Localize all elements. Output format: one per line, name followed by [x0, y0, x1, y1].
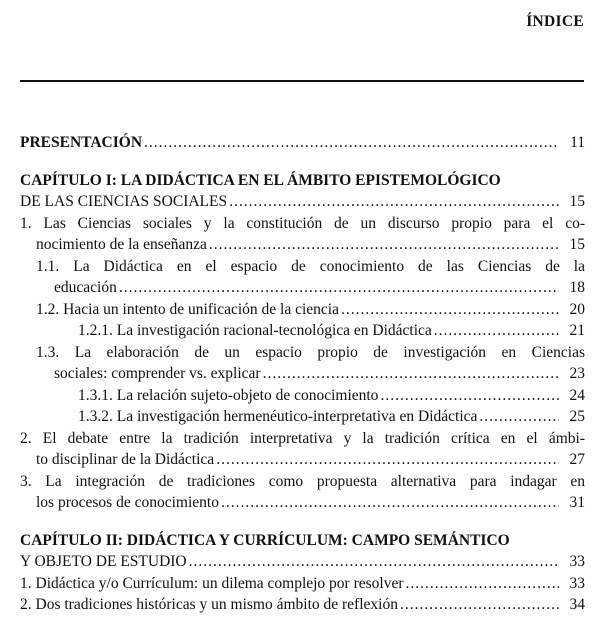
header-rule: [20, 80, 584, 82]
toc-entry-text: 1.3.2. La investigación hermenéutico-interpretativa en Didáctica: [78, 408, 478, 425]
toc-chapter-heading: CAPÍTULO II: DIDÁCTICA Y CURRÍCULUM: CAMPO SEMÁNTICO: [20, 531, 510, 549]
leader-dots: [216, 451, 559, 469]
toc-entry-text: 1. Las Ciencias sociales y la constitución de un discurso propio para el co-: [20, 214, 585, 232]
toc-entry-c2s1: [20, 575, 585, 597]
toc-entry-text: 1.1. La Didáctica en el espacio de conocimiento de las Ciencias de la: [36, 257, 585, 275]
leader-dots: [189, 553, 559, 571]
toc-page-number: 15: [569, 193, 585, 210]
toc-entry-text: to disciplinar de la Didáctica: [36, 451, 215, 468]
toc-entry-text: 1.3. La elaboración de un espacio propio de investigación en Ciencias: [36, 343, 585, 361]
toc-entry-text: 3. La integración de tradiciones como propuesta alternativa para indagar en: [20, 472, 585, 490]
toc-page-number: 23: [569, 365, 585, 382]
table-of-contents: [20, 134, 585, 618]
toc-entry-text: 2. Dos tradiciones históricas y un mismo ámbito de reflexión: [20, 596, 398, 613]
toc-page-number: 18: [569, 279, 585, 296]
leader-dots: [406, 575, 559, 593]
toc-page-number: 20: [569, 300, 585, 318]
toc-page-number: 27: [569, 451, 585, 468]
toc-entry-s12: [20, 301, 585, 323]
toc-page-number: 31: [569, 494, 585, 511]
toc-page-number: 15: [569, 236, 585, 253]
toc-entry-text: educación: [54, 279, 117, 296]
toc-entry-cap2: [20, 553, 585, 575]
toc-entry-text: 1.2. Hacia un intento de unificación de la ciencia: [36, 300, 339, 318]
toc-entry-text: Y OBJETO DE ESTUDIO: [20, 553, 187, 570]
toc-chapter-heading: CAPÍTULO I: LA DIDÁCTICA EN EL ÁMBITO EPISTEMOLÓGICO: [20, 171, 501, 189]
leader-dots: [229, 193, 559, 211]
toc-page-number: 11: [570, 134, 585, 151]
leader-dots: [400, 596, 559, 614]
toc-entry-text: 1.2.1. La investigación racional-tecnológica en Didáctica: [78, 322, 432, 339]
leader-dots: [144, 134, 559, 152]
toc-entry-text: los procesos de conocimiento: [36, 494, 219, 511]
page-header-title: ÍNDICE: [526, 13, 584, 30]
toc-entry-cap1: [20, 193, 585, 215]
toc-page-number: 33: [569, 553, 585, 570]
toc-entry-text: nocimiento de la enseñanza: [36, 236, 207, 253]
toc-entry-s121: [20, 322, 585, 344]
toc-entry-s1: [20, 236, 585, 258]
leader-dots: [380, 387, 559, 405]
leader-dots: [119, 279, 559, 297]
toc-entry-s132: [20, 408, 585, 430]
leader-dots: [209, 236, 559, 254]
toc-entry-text: sociales: comprender vs. explicar: [54, 365, 261, 382]
toc-entry-s13: [20, 365, 585, 387]
toc-entry-text: 2. El debate entre la tradición interpretativa y la tradición crítica en el ámbi-: [20, 429, 585, 447]
toc-entry-s11: [20, 279, 585, 301]
toc-entry-s3: [20, 494, 585, 516]
toc-page-number: 21: [569, 322, 585, 339]
toc-page-number: 25: [569, 408, 585, 425]
toc-entry-text: 1. Didáctica y/o Currículum: un dilema complejo por resolver: [20, 574, 404, 592]
leader-dots: [479, 408, 559, 426]
toc-page-number: 24: [569, 386, 585, 404]
leader-dots: [341, 301, 559, 319]
toc-page-number: 34: [569, 596, 585, 613]
toc-entry-s2: [20, 451, 585, 473]
leader-dots: [263, 365, 559, 383]
leader-dots: [434, 322, 559, 340]
toc-entry-c2s2: [20, 596, 585, 618]
toc-entry-presentacion: [20, 134, 585, 156]
toc-entry-text: 1.3.1. La relación sujeto-objeto de conocimiento: [78, 386, 379, 404]
toc-entry-text: DE LAS CIENCIAS SOCIALES: [20, 193, 228, 210]
toc-entry-s131: [20, 387, 585, 409]
toc-entry-text: PRESENTACIÓN: [20, 134, 143, 151]
toc-page-number: 33: [569, 574, 585, 592]
leader-dots: [221, 494, 559, 512]
